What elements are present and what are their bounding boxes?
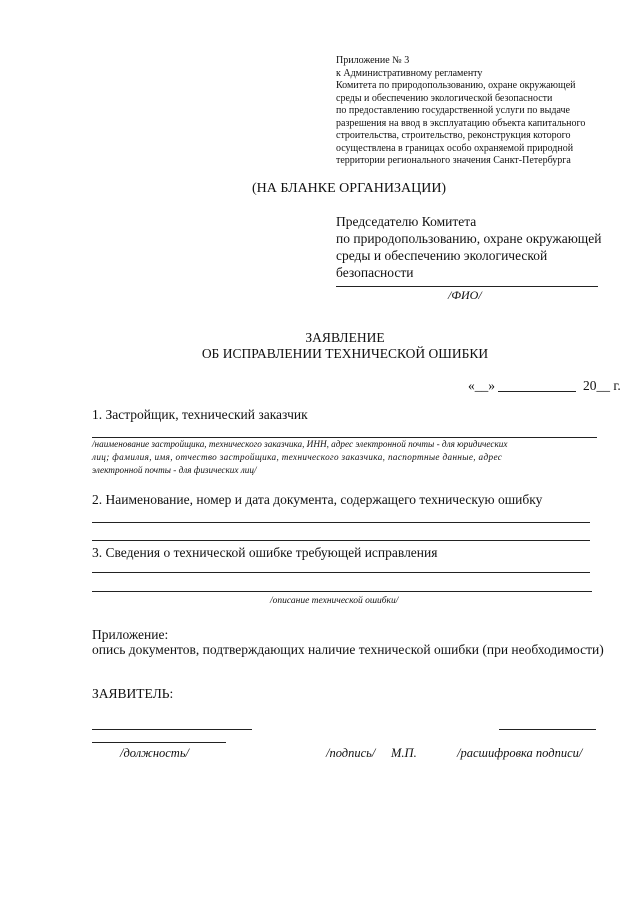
signature-caption: /подпись/ bbox=[326, 746, 376, 760]
appendix-line: Комитета по природопользованию, охране окружающей bbox=[336, 80, 576, 91]
addressee-line: безопасности bbox=[336, 265, 414, 280]
section1-hint-line: электронной почты - для физических лиц/ bbox=[92, 465, 257, 475]
appendix-line: строительства, строительство, реконструкция которого bbox=[336, 130, 571, 141]
fio-line[interactable] bbox=[336, 286, 598, 287]
section3-caption: /описание технической ошибки/ bbox=[270, 596, 399, 606]
date-month-line[interactable] bbox=[498, 391, 576, 392]
appendix-line: разрешения на ввод в эксплуатацию объекта капитального bbox=[336, 117, 586, 129]
section1-heading: 1. Застройщик, технический заказчик bbox=[92, 407, 308, 422]
section3-input-line-1[interactable] bbox=[92, 572, 590, 573]
section2-input-line-1[interactable] bbox=[92, 522, 590, 523]
addressee-line: среды и обеспечению экологической bbox=[336, 248, 548, 263]
appendix-line: к Административному регламенту bbox=[336, 67, 483, 79]
applicant-label: ЗАЯВИТЕЛЬ: bbox=[92, 686, 174, 701]
addressee-line: по природопользованию, охране окружающей bbox=[336, 231, 602, 246]
appendix-line: Приложение № 3 bbox=[336, 55, 410, 66]
signature-decoding-line[interactable] bbox=[499, 729, 596, 730]
appendix-line: по предоставлению государственной услуги по выдаче bbox=[336, 105, 570, 116]
date-open[interactable]: «__» bbox=[468, 378, 495, 393]
appendix-line: территории регионального значения Санкт-Петербурга bbox=[336, 155, 571, 166]
document-title bbox=[0, 330, 640, 362]
position-line-2[interactable] bbox=[92, 742, 226, 743]
section1-hint bbox=[92, 438, 600, 477]
attachment-text: опись документов, подтверждающих наличие технической ошибки (при необходимости) bbox=[92, 642, 604, 657]
section1-hint-line: лиц; фамилия, имя, отчество застройщика, технического заказчика, паспортные данные, адрес bbox=[92, 452, 503, 462]
addressee-block bbox=[336, 213, 616, 281]
section3-input-line-2[interactable] bbox=[92, 591, 592, 592]
fio-caption: /ФИО/ bbox=[448, 288, 482, 302]
position-caption: /должность/ bbox=[120, 746, 190, 760]
addressee-line: Председателю Комитета bbox=[336, 214, 477, 229]
stamp-caption: М.П. bbox=[391, 746, 417, 760]
position-line-1[interactable] bbox=[92, 729, 252, 730]
date-year[interactable]: 20__ г. bbox=[583, 378, 621, 393]
section2-heading: 2. Наименование, номер и дата документа, содержащего техническую ошибку bbox=[92, 492, 543, 507]
section2-input-line-2[interactable] bbox=[92, 540, 590, 541]
letterhead-note: (НА БЛАНКЕ ОРГАНИЗАЦИИ) bbox=[252, 181, 447, 196]
appendix-line: осуществлена в границах особо охраняемой природной bbox=[336, 142, 574, 154]
title-line-2: ОБ ИСПРАВЛЕНИИ ТЕХНИЧЕСКОЙ ОШИБКИ bbox=[201, 346, 489, 361]
decoding-caption: /расшифровка подписи/ bbox=[457, 746, 583, 760]
appendix-line: среды и обеспечению экологической безопасности bbox=[336, 92, 553, 104]
attachment-label: Приложение: bbox=[92, 627, 169, 642]
section1-hint-line: /наименование застройщика, технического заказчика, ИНН, адрес электронной почты - для юридических bbox=[92, 439, 508, 449]
title-line-1: ЗАЯВЛЕНИЕ bbox=[305, 330, 385, 345]
section3-heading: 3. Сведения о технической ошибке требующей исправления bbox=[92, 545, 438, 560]
appendix-block bbox=[336, 55, 626, 168]
